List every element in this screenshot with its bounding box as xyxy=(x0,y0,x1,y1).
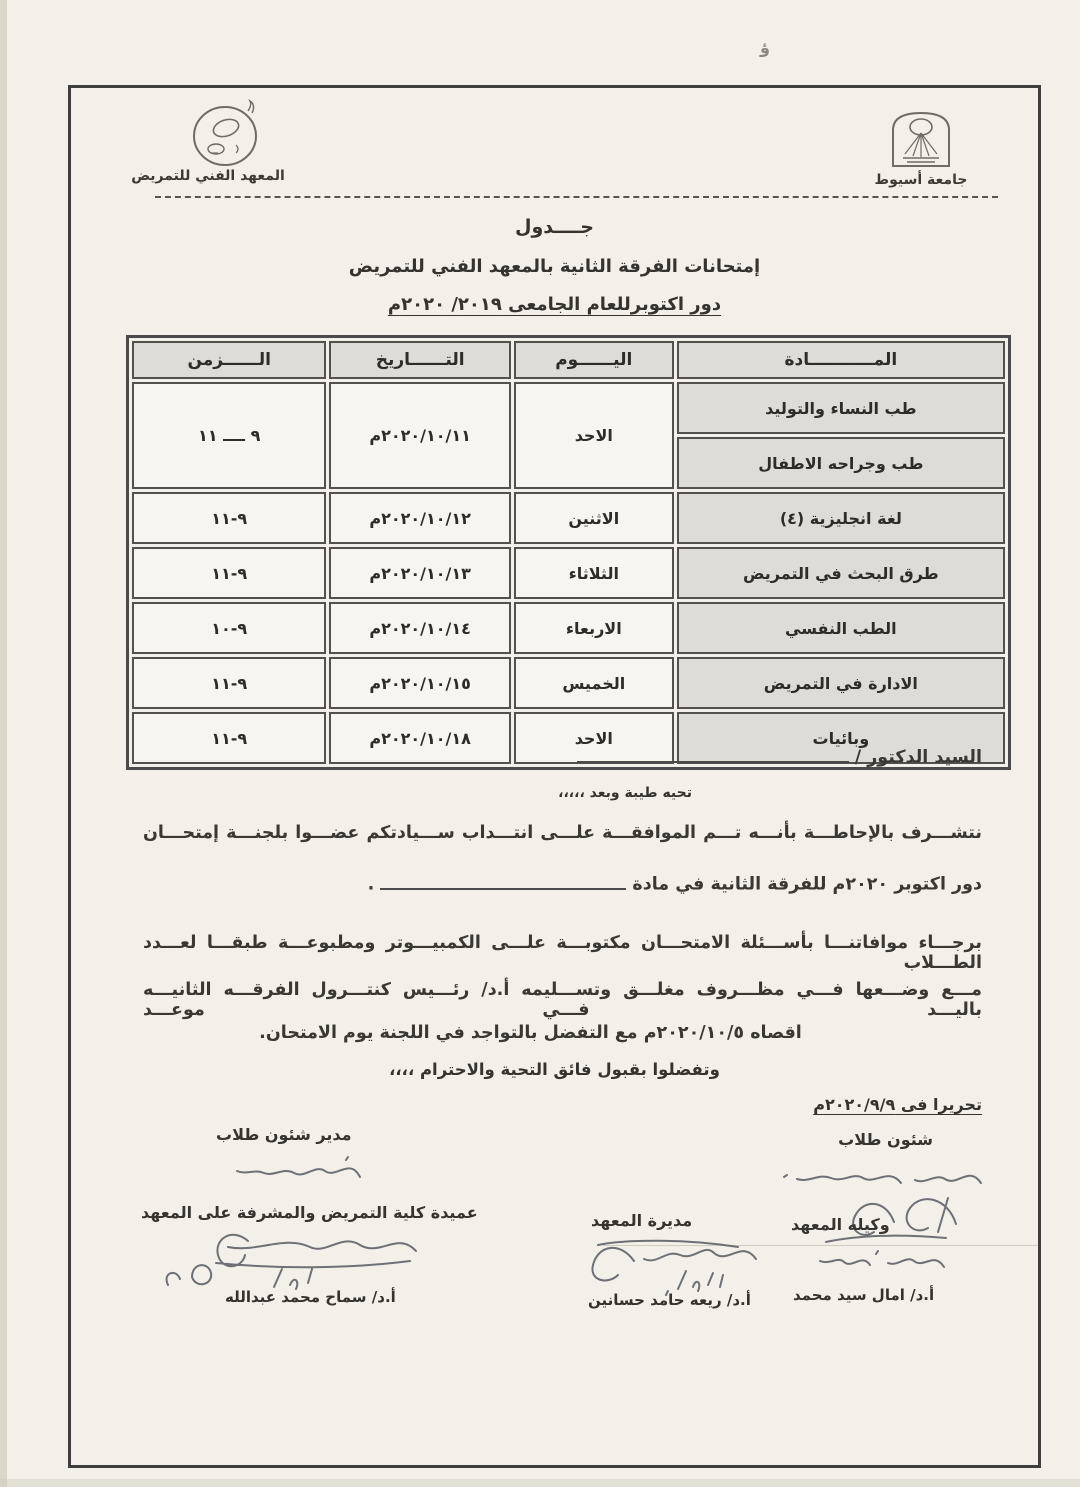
addressee-blank-line xyxy=(577,743,849,763)
institute-director-label: مديرة المعهد xyxy=(591,1211,693,1230)
subject-cell: لغة انجليزية (٤) xyxy=(677,492,1005,544)
header-subject: المـــــــــــادة xyxy=(677,341,1005,379)
time-cell: ٩-١١ xyxy=(132,657,326,709)
date-cell: ٢٠٢٠/١٠/١٨م xyxy=(329,712,510,764)
paragraph2-line2: مـــع وضـــعها فـــي مظـــروف مغلـــق وتســـليمه أ.د/ رئـــيس كنتـــرول الفرقـــه الثانيـــه باليـــد فـــي موعـــد xyxy=(143,980,982,1020)
date-cell: ٢٠٢٠/١٠/١١م xyxy=(329,382,510,489)
university-emblem-icon xyxy=(883,106,959,170)
date-cell: ٢٠٢٠/١٠/١٥م xyxy=(329,657,510,709)
document-subtitle: إمتحانات الفرقة الثانية بالمعهد الفني للتمريض xyxy=(348,256,761,277)
table-row xyxy=(132,492,1005,544)
date-cell: ٢٠٢٠/١٠/١٣م xyxy=(329,547,510,599)
issue-date-line: تحريرا فى ٢٠٢٠/٩/٩م xyxy=(813,1095,982,1114)
dashed-divider xyxy=(155,196,998,198)
day-cell: الاحد xyxy=(514,382,674,489)
student-affairs-manager-label: مدير شئون طلاب xyxy=(216,1125,352,1144)
closing-salutation: وتفضلوا بقبول فائق التحية والاحترام ،،،، xyxy=(389,1060,720,1079)
institute-director-name: أ.د/ ريعه حامد حسانين xyxy=(588,1291,751,1309)
paragraph1-line2-text: دور اكتوبر ٢٠٢٠م للفرقة الثانية في مادة xyxy=(632,874,982,895)
time-cell: ٩ ــــ ١١ xyxy=(132,382,326,489)
dean-name: أ.د/ سماح محمد عبدالله xyxy=(225,1288,396,1306)
time-cell: ٩-١١ xyxy=(132,492,326,544)
greeting-line: تحيه طيبة وبعد ،،،،، xyxy=(558,785,692,801)
addressee-label: السيد الدكتور / xyxy=(854,747,982,768)
subject-cell: الادارة في التمريض xyxy=(677,657,1005,709)
table-row xyxy=(132,382,1005,434)
date-cell: ٢٠٢٠/١٠/١٤م xyxy=(329,602,510,654)
day-cell: الاثنين xyxy=(514,492,674,544)
table-row xyxy=(132,657,1005,709)
subject-blank-line xyxy=(380,870,626,890)
day-cell: الخميس xyxy=(514,657,674,709)
handwritten-mark: ؤ xyxy=(760,38,770,57)
table-header-row xyxy=(132,341,1005,379)
university-label: جامعة أسيوط xyxy=(874,172,968,188)
subject-cell: وبائيات xyxy=(677,712,1005,764)
paragraph1-line1: نتشـــرف بالإحاطـــة بأنـــه تـــم الموافقـــة علـــى انتـــداب ســـيادتكم عضـــوا بلجنـــة إمتحـــان xyxy=(143,823,982,843)
institute-label: المعهد الفني للتمريض xyxy=(131,168,285,184)
document-border-frame xyxy=(68,85,1041,1468)
vice-dean-label: وكيله المعهد xyxy=(791,1215,890,1234)
header-time: الــــــزمن xyxy=(132,341,326,379)
student-affairs-manager-signature-handwriting xyxy=(228,1149,368,1196)
student-affairs-label: شئون طلاب xyxy=(838,1130,933,1149)
header-day: اليــــــوم xyxy=(514,341,674,379)
addressee-line xyxy=(577,743,982,768)
subject-cell: الطب النفسي xyxy=(677,602,1005,654)
date-cell: ٢٠٢٠/١٠/١٢م xyxy=(329,492,510,544)
header-date: التــــــاريخ xyxy=(329,341,510,379)
exam-schedule-table xyxy=(126,335,1011,770)
table-row xyxy=(132,602,1005,654)
subject-cell: طب وجراحه الاطفال xyxy=(677,437,1005,489)
paragraph1-line2 xyxy=(368,870,982,895)
paragraph2-line1: برجـــاء موافاتنـــا بأســـئلة الامتحـــان مكتوبـــة علـــى الكمبيـــوتر ومطبوعـــة طبقـــا لعـــدد الطـــلاب xyxy=(143,933,982,973)
document-session-line: دور اكتوبرللعام الجامعى ٢٠١٩/ ٢٠٢٠م xyxy=(387,294,722,315)
day-cell: الثلاثاء xyxy=(514,547,674,599)
subject-cell: طرق البحث في التمريض xyxy=(677,547,1005,599)
time-cell: ٩-١١ xyxy=(132,712,326,764)
dean-label: عميدة كلية التمريض والمشرفة على المعهد xyxy=(141,1203,478,1222)
vice-dean-name: أ.د/ امال سيد محمد xyxy=(793,1286,935,1304)
paragraph1-period: . xyxy=(367,874,375,895)
paragraph2-line3: اقصاه ٢٠٢٠/١٠/٥م مع التفضل بالتواجد في اللجنة يوم الامتحان. xyxy=(259,1023,802,1043)
time-cell: ٩-١١ xyxy=(132,547,326,599)
institute-emblem-icon xyxy=(186,99,264,171)
subject-cell: طب النساء والتوليد xyxy=(677,382,1005,434)
table-row xyxy=(132,547,1005,599)
day-cell: الاحد xyxy=(514,712,674,764)
document-title: جــــدول xyxy=(515,216,594,238)
time-cell: ٩-١٠ xyxy=(132,602,326,654)
vice-dean-name-handwriting xyxy=(808,1241,953,1283)
day-cell: الاربعاء xyxy=(514,602,674,654)
